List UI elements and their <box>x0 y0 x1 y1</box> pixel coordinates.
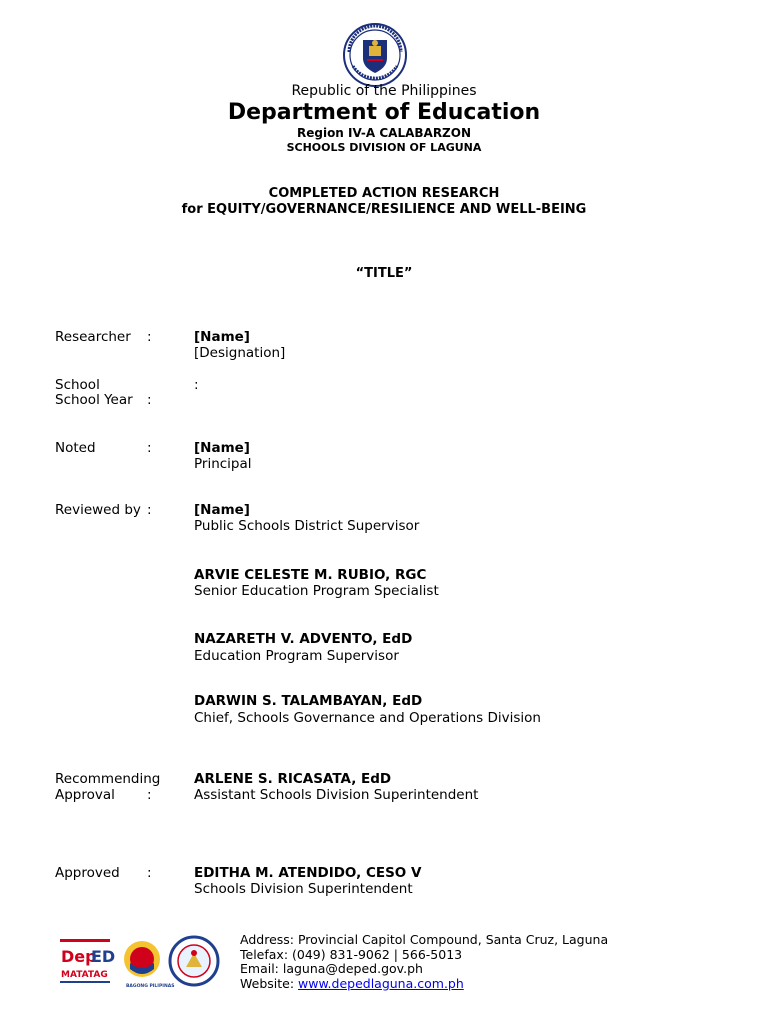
region-line: Region IV-A CALABARZON <box>296 126 472 140</box>
svg-text:BAGONG PILIPINAS: BAGONG PILIPINAS <box>126 984 175 989</box>
document-type-line1: COMPLETED ACTION RESEARCH <box>268 186 500 201</box>
recommending-label: Recommending <box>55 771 161 787</box>
recommending-colon: : <box>147 787 152 803</box>
footer-telefax: Telefax: (049) 831-9062 | 566-5013 <box>240 946 463 962</box>
researcher-colon: : <box>147 329 152 345</box>
footer-website <box>240 977 608 992</box>
approved-position: Schools Division Superintendent <box>194 881 413 897</box>
reviewer4-position: Chief, Schools Governance and Operations Division <box>194 710 541 726</box>
republic-line: Republic of the Philippines <box>291 83 477 99</box>
approved-colon: : <box>147 865 152 881</box>
noted-position: Principal <box>194 456 252 472</box>
researcher-designation: [Designation] <box>194 345 286 361</box>
reviewer4-name: DARWIN S. TALAMBAYAN, EdD <box>194 693 423 709</box>
website-label: Website: <box>240 975 299 991</box>
reviewed-label: Reviewed by <box>55 502 141 518</box>
research-title: “TITLE” <box>355 266 413 281</box>
researcher-label: Researcher <box>55 329 131 345</box>
department-name: Department of Education <box>227 100 541 125</box>
approved-label: Approved <box>55 865 120 881</box>
deped-matatag-logo <box>60 939 115 983</box>
reviewed-colon: : <box>147 502 152 518</box>
footer-contact <box>240 933 608 991</box>
school-year-colon: : <box>147 392 152 408</box>
reviewer3-name: NAZARETH V. ADVENTO, EdD <box>194 631 413 647</box>
recommending-name: ARLENE S. RICASATA, EdD <box>194 771 392 787</box>
bagong-pilipinas-logo <box>124 941 174 989</box>
reviewer2-name: ARVIE CELESTE M. RUBIO, RGC <box>194 567 427 583</box>
school-year-label: School Year <box>55 392 133 408</box>
researcher-name: [Name] <box>194 329 250 345</box>
school-colon: : <box>194 377 199 393</box>
reviewer1-name: [Name] <box>194 502 250 518</box>
approved-name: EDITHA M. ATENDIDO, CESO V <box>194 865 422 881</box>
reviewer1-position: Public Schools District Supervisor <box>194 518 420 534</box>
noted-colon: : <box>147 440 152 456</box>
school-label: School <box>55 377 100 393</box>
footer-email: Email: laguna@deped.gov.ph <box>240 961 423 976</box>
reviewer3-position: Education Program Supervisor <box>194 648 399 664</box>
footer-logos <box>58 935 223 991</box>
noted-name: [Name] <box>194 440 250 456</box>
svg-text:MATATAG: MATATAG <box>61 970 108 980</box>
reviewer2-position: Senior Education Program Specialist <box>194 583 439 599</box>
footer-address: Address: Provincial Capitol Compound, Santa Cruz, Laguna <box>240 932 609 947</box>
division-line: SCHOOLS DIVISION OF LAGUNA <box>286 141 482 154</box>
website-link[interactable]: www.depedlaguna.com.ph <box>298 975 464 991</box>
document-type-line2: for EQUITY/GOVERNANCE/RESILIENCE AND WELL-BEING <box>181 202 587 217</box>
division-of-laguna-seal <box>170 937 218 985</box>
noted-label: Noted <box>55 440 96 456</box>
svg-text:ED: ED <box>91 947 116 966</box>
svg-text:Dep: Dep <box>61 947 97 966</box>
recommending-position: Assistant Schools Division Superintendent <box>194 787 479 803</box>
approval-label: Approval <box>55 787 115 803</box>
deped-seal-logo <box>339 22 411 88</box>
